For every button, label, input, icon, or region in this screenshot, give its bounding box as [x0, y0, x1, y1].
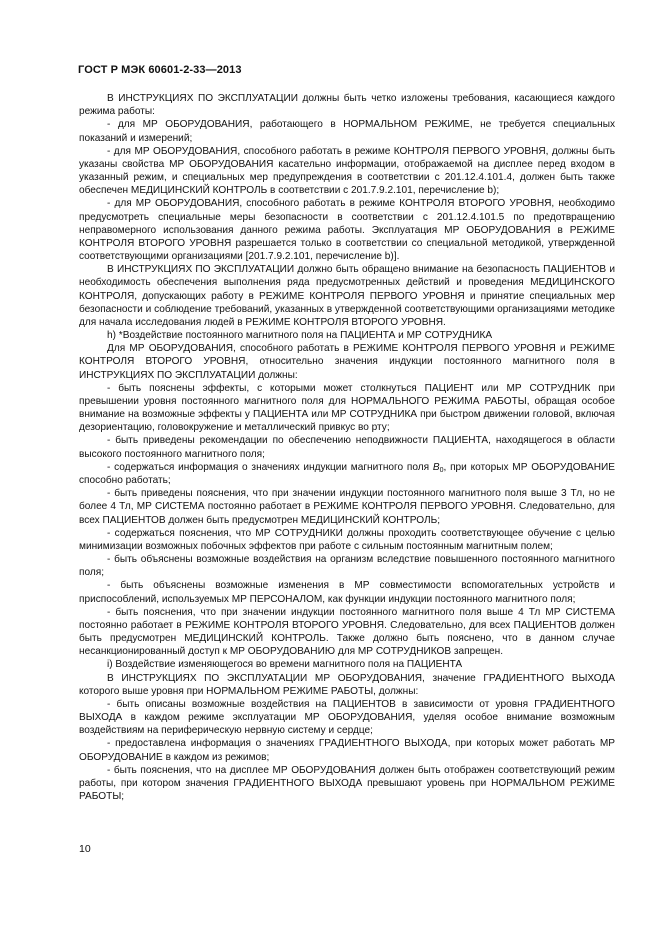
b0-text-after: , при которых МР ОБОРУДОВАНИЕ способно работать; [79, 461, 615, 486]
paragraph: В ИНСТРУКЦИЯХ ПО ЭКСПЛУАТАЦИИ должно быть обращено внимание на безопасность ПАЦИЕНТОВ и необходимость обеспечения выполнения ряда предусмотренных действий и проведения МЕДИЦИНСКОГО КОНТРОЛЯ, допускающих работу в РЕЖИМЕ КОНТРОЛЯ ПЕРВОГО УРОВНЯ и принятие специальных мер безопасности и соблюдение требований, указанных в утвержденной соответствующими организациями методике для начала исследования людей в РЕЖИМЕ КОНТРОЛЯ ВТОРОГО УРОВНЯ. [79, 264, 615, 328]
b0-text-before: - содержаться информация о значениях индукции магнитного поля [107, 461, 433, 473]
b0-symbol: B [432, 461, 440, 473]
list-item: - быть приведены пояснения, что при значении индукции постоянного магнитного поля выше 3 Тл, но не более 4 Тл, МР СИСТЕМА постоянно работает в РЕЖИМЕ КОНТРОЛЯ ПЕРВОГО УРОВНЯ. Следовательно, для всех ПАЦИЕНТОВ должен быть предусмотрен МЕДИЦИНСКИЙ КОНТРОЛЬ; [79, 488, 615, 526]
list-item: - содержаться пояснения, что МР СОТРУДНИКИ должны проходить соответствующее обучение с целью минимизации возможных побочных эффектов при работе с сильным постоянным магнитным полем; [79, 527, 615, 552]
section-heading-h: h) *Воздействие постоянного магнитного поля на ПАЦИЕНТА и МР СОТРУДНИКА [107, 330, 493, 342]
list-item: - для МР ОБОРУДОВАНИЯ, способного работать в режиме КОНТРОЛЯ ВТОРОГО УРОВНЯ, необходимо предусмотреть специальные меры безопасности в соответствии с 201.12.4.101.5 по предотвращению неправомерного использования данного режима работы. Эксплуатация МР ОБОРУДОВАНИЯ в РЕЖИМЕ КОНТРОЛЯ ВТОРОГО УРОВНЯ разрешается только в соответствии со специальной методикой, утвержденной соответствующими организациями [201.7.9.2.101, перечисление b)]. [79, 198, 615, 263]
list-item: - быть объяснены возможные воздействия на организм вследствие повышенного постоянного магнитного поля; [79, 554, 615, 579]
list-item: - для МР ОБОРУДОВАНИЯ, способного работать в режиме КОНТРОЛЯ ПЕРВОГО УРОВНЯ, должны быть указаны свойства МР ОБОРУДОВАНИЯ касательно информации, отображаемой на дисплее перед входом в указанный режим, и специальных мер предупреждения в соответствии с 201.12.4.101.4, должен быть также обеспечен МЕДИЦИНСКИЙ КОНТРОЛЬ в соответствии с 201.7.9.2.101, перечисление b); [79, 145, 615, 197]
document-header: ГОСТ Р МЭК 60601-2-33—2013 [78, 64, 242, 76]
list-item-b0 [79, 461, 615, 487]
list-item: - быть пояснения, что при значении индукции постоянного магнитного поля выше 4 Тл МР СИСТЕМА постоянно работает в РЕЖИМЕ КОНТРОЛЯ ВТОРОГО УРОВНЯ. Следовательно, для всех ПАЦИЕНТОВ должен быть предусмотрен МЕДИЦИНСКИЙ КОНТРОЛЬ. Также должно быть пояснено, что в данном случае несанкционированный доступ к МР ОБОРУДОВАНИЮ для МР СОТРУДНИКОВ запрещен. [79, 606, 615, 658]
page-number: 10 [79, 843, 91, 855]
list-item: - предоставлена информация о значениях ГРАДИЕНТНОГО ВЫХОДА, при которых может работать МР ОБОРУДОВАНИЕ в каждом из режимов; [79, 738, 615, 763]
list-item: - быть пояснены эффекты, с которыми может столкнуться ПАЦИЕНТ или МР СОТРУДНИК при превышении уровня постоянного магнитного поля для НОРМАЛЬНОГО РЕЖИМА РАБОТЫ, обращая особое внимание на возможные эффекты у ПАЦИЕНТА или МР СОТРУДНИКА при быстром движении головой, включая дезориентацию, головокружение и металлический привкус во рту; [79, 382, 615, 434]
document-body [79, 92, 615, 803]
list-item: - для МР ОБОРУДОВАНИЯ, работающего в НОРМАЛЬНОМ РЕЖИМЕ, не требуется специальных показаний и измерений; [79, 119, 615, 144]
list-item: - быть пояснения, что на дисплее МР ОБОРУДОВАНИЯ должен быть отображен соответствующий режим работы, при котором значения ГРАДИЕНТНОГО ВЫХОДА превышают уровень при НОРМАЛЬНОМ РЕЖИМЕ РАБОТЫ; [79, 764, 615, 803]
list-item: - быть описаны возможные воздействия на ПАЦИЕНТОВ в зависимости от уровня ГРАДИЕНТНОГО ВЫХОДА в каждом режиме эксплуатации МР ОБОРУДОВАНИЯ, уделяя особое внимание возможным воздействиям на периферическую нервную систему и сердце; [79, 698, 615, 737]
paragraph: Для МР ОБОРУДОВАНИЯ, способного работать в РЕЖИМЕ КОНТРОЛЯ ПЕРВОГО УРОВНЯ и РЕЖИМЕ КОНТРОЛЯ ВТОРОГО УРОВНЯ, относительно значения индукции постоянного магнитного поля в ИНСТРУКЦИЯХ ПО ЭКСПЛУАТАЦИИ должны: [79, 343, 615, 381]
section-heading-i: i) Воздействие изменяющегося во времени магнитного поля на ПАЦИЕНТА [107, 659, 463, 671]
list-item: - быть приведены рекомендации по обеспечению неподвижности ПАЦИЕНТА, находящегося в области высокого постоянного магнитного поля; [79, 435, 615, 460]
paragraph: В ИНСТРУКЦИЯХ ПО ЭКСПЛУАТАЦИИ МР ОБОРУДОВАНИЯ, значение ГРАДИЕНТНОГО ВЫХОДА которого выше уровня при НОРМАЛЬНОМ РЕЖИМЕ РАБОТЫ, должны: [79, 672, 615, 697]
b0-subscript: 0 [439, 466, 444, 474]
list-item: - быть объяснены возможные изменения в МР совместимости вспомогательных устройств и приспособлений, используемых МР ПЕРСОНАЛОМ, как функции индукции постоянного магнитного поля; [79, 580, 615, 605]
paragraph: В ИНСТРУКЦИЯХ ПО ЭКСПЛУАТАЦИИ должны быть четко изложены требования, касающиеся каждого режима работы: [79, 93, 615, 118]
